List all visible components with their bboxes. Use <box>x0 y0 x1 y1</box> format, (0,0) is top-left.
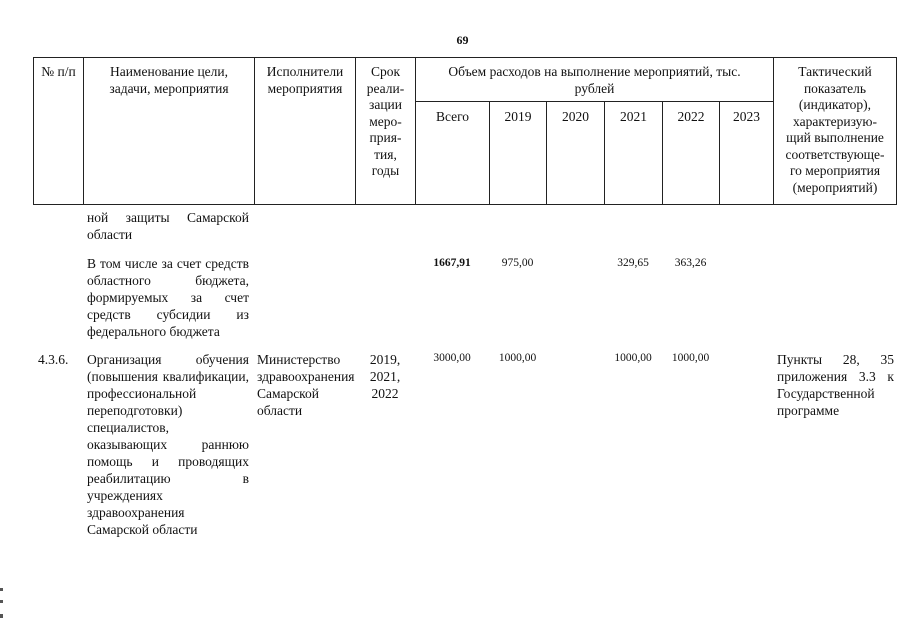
header-executor-cell <box>254 57 355 204</box>
header-indicator-line: Тактический <box>798 64 872 79</box>
header-indicator-cell <box>773 57 897 204</box>
header-indicator-line: показатель <box>803 80 867 96</box>
scan-edge-mark <box>0 600 3 603</box>
header-term-line: реали- <box>366 80 405 96</box>
row-continuation-name: ной защиты Самарской области <box>87 210 249 242</box>
row-item-term <box>355 351 415 402</box>
header-year-cell <box>604 101 662 204</box>
row-item-2019: 1000,00 <box>498 352 537 364</box>
header-volume-cell <box>415 57 773 102</box>
row-item-name: Организация обучения (повышения квалификации, профессиональной переподготовки) специалистов, оказывающих раннюю помощь и проводящих реабилитацию в учреждениях здравоохранения Самарской области <box>87 352 249 537</box>
header-indicator-line: (мероприятий) <box>792 179 878 195</box>
scan-edge-mark <box>0 614 3 618</box>
header-number-label: № п/п <box>41 64 76 79</box>
header-indicator-line: характеризую- <box>793 113 877 129</box>
header-year-cell <box>662 101 719 204</box>
header-volume-label: Объем расходов на выполнение мероприятий, тыс. рублей <box>448 64 741 96</box>
header-term-line: годы <box>371 163 400 178</box>
header-bottom-border <box>33 204 897 205</box>
header-year-label: 2021 <box>620 109 647 124</box>
page-number: 69 <box>456 33 469 47</box>
header-year-label: 2022 <box>677 109 705 124</box>
header-term-cell <box>355 57 415 204</box>
header-number-cell <box>33 57 83 204</box>
header-name-cell <box>83 57 254 204</box>
header-year-label: 2023 <box>733 109 760 124</box>
header-year-cell <box>489 101 546 204</box>
header-term-line: тия, <box>374 146 397 162</box>
row-item-term-line: 2022 <box>371 386 399 401</box>
row-item-executor: Министерство здравоохранения Самарской области <box>257 352 355 418</box>
header-year-label: Всего <box>435 109 470 124</box>
header-term-line: меро- <box>369 113 402 129</box>
row-funding-name: В том числе за счет средств областного бюджета, формируемых за счет средств субсидии из федерального бюджета <box>87 256 249 339</box>
row-funding-2019: 975,00 <box>501 257 534 269</box>
header-year-cell <box>546 101 604 204</box>
header-term-line: Срок <box>370 64 401 79</box>
header-total-cell <box>415 101 489 204</box>
row-funding-2022: 363,26 <box>674 257 707 269</box>
header-term-line: прия- <box>369 130 402 145</box>
header-name-label: Наименование цели, задачи, мероприятия <box>109 64 229 96</box>
row-item-total: 3000,00 <box>433 352 471 364</box>
row-item-2022: 1000,00 <box>671 352 710 364</box>
header-indicator-line: соответствующе- <box>785 146 885 162</box>
scan-edge-mark <box>0 588 3 591</box>
row-item-number: 4.3.6. <box>38 352 69 367</box>
header-term-line: зации <box>369 97 402 112</box>
row-item-term-line: 2019, <box>369 352 401 367</box>
header-indicator-line: (индикатор), <box>798 97 872 112</box>
row-funding-2021: 329,65 <box>617 257 649 269</box>
row-item-indicator: Пункты 28, 35 приложения 3.3 к Государственной программе <box>777 352 894 418</box>
row-funding-total: 1667,91 <box>433 257 471 269</box>
row-item-term-line: 2021, <box>369 369 401 384</box>
header-indicator-line: щий выполнение <box>786 130 884 145</box>
header-indicator-line: го мероприятия <box>789 163 881 178</box>
row-item-2021: 1000,00 <box>614 352 652 364</box>
header-year-cell <box>719 101 773 204</box>
header-year-label: 2019 <box>504 109 532 124</box>
header-executor-label: Исполнители мероприятия <box>266 64 344 96</box>
header-year-label: 2020 <box>562 109 589 124</box>
